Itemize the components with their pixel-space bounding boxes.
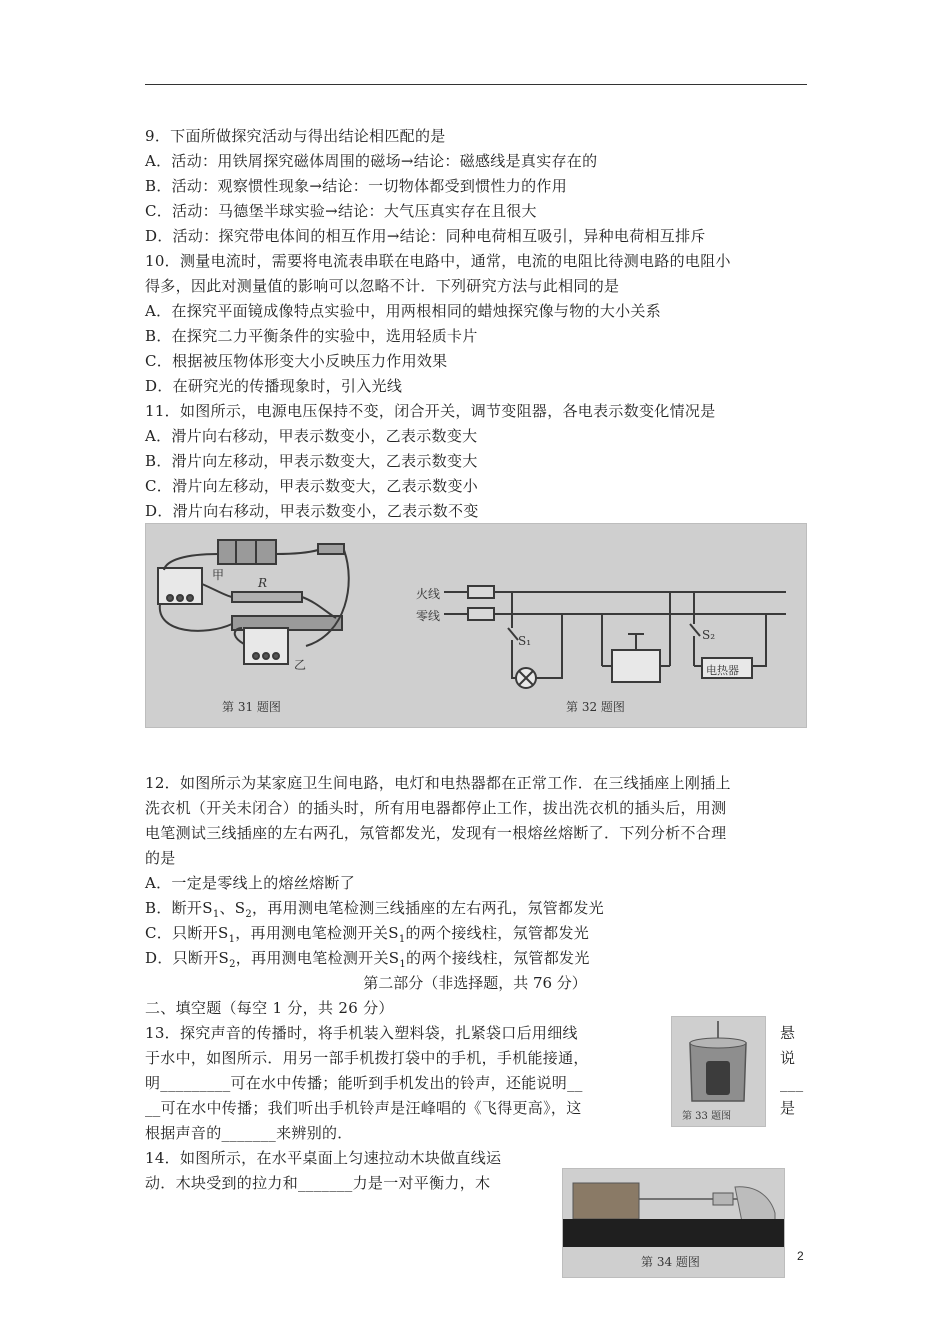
label-yi: 乙 xyxy=(294,658,307,672)
label-s1: S₁ xyxy=(518,634,532,648)
q13-line-1: 13．探究声音的传播时，将手机装入塑料袋，扎紧袋口后用细线 xyxy=(145,1024,578,1042)
q12-stem-line-2: 洗衣机（开关未闭合）的插头时，所有用电器都停止工作，拔出洗衣机的插头后，用测 xyxy=(145,799,727,817)
caption-figure-32: 第 32 题图 xyxy=(566,700,625,714)
switch-icon xyxy=(318,544,344,554)
page-number: 2 xyxy=(797,1249,804,1263)
q13-line-3-end: ___ xyxy=(780,1074,804,1092)
label-r: R xyxy=(258,576,268,590)
q13-line-1-end: 悬 xyxy=(780,1024,796,1042)
q11-stem: 11．如图所示，电源电压保持不变，闭合开关，调节变阻器，各电表示数变化情况是 xyxy=(145,402,716,420)
fuse-live-icon xyxy=(468,586,494,598)
resistor-r-icon xyxy=(232,592,302,602)
q12-option-a: A．一定是零线上的熔丝熔断了 xyxy=(145,874,356,892)
q11-option-b: B．滑片向左移动，甲表示数变大，乙表示数变大 xyxy=(145,452,478,470)
q11-option-a: A．滑片向右移动，甲表示数变小，乙表示数变大 xyxy=(145,427,478,445)
q12-option-c: C．只断开$S_1$，再用测电笔检测开关$S_1$的两个接线柱，氖管都发光 xyxy=(145,924,590,945)
q10-option-b: B．在探究二力平衡条件的实验中，选用轻质卡片 xyxy=(145,327,478,345)
q10-stem-line-1: 10．测量电流时，需要将电流表串联在电路中，通常，电流的电阻比待测电路的电阻小 xyxy=(145,252,731,270)
q11-option-c: C．滑片向左移动，甲表示数变大，乙表示数变小 xyxy=(145,477,479,495)
q9-stem: 9．下面所做探究活动与得出结论相匹配的是 xyxy=(145,127,446,145)
q14-line-2: 动．木块受到的拉力和_______力是一对平衡力，木 xyxy=(145,1174,491,1192)
label-neutral-wire: 零线 xyxy=(416,609,441,623)
figure-34-photo xyxy=(562,1168,785,1278)
circuit-figure-photo xyxy=(145,523,807,728)
q9-option-c: C．活动：马德堡半球实验→结论：大气压真实存在且很大 xyxy=(145,202,537,220)
part-two-title: 第二部分（非选择题，共 76 分） xyxy=(363,974,587,992)
circuit-diagrams xyxy=(146,524,806,727)
label-heater: 电热器 xyxy=(706,664,739,677)
label-s2: S₂ xyxy=(702,628,716,642)
switch-s1-icon xyxy=(508,628,518,640)
q13-line-4: __可在水中传播；我们听出手机铃声是汪峰唱的《飞得更高》，这 xyxy=(145,1099,582,1117)
q10-option-a: A．在探究平面镜成像特点实验中，用两根相同的蜡烛探究像与物的大小关系 xyxy=(145,302,662,320)
q13-line-5: 根据声音的_______来辨别的． xyxy=(145,1124,353,1142)
q13-line-2: 于水中，如图所示．用另一部手机拨打袋中的手机，手机能接通， xyxy=(145,1049,589,1067)
q12-stem-line-1: 12．如图所示为某家庭卫生间电路，电灯和电热器都在正常工作．在三线插座上刚插上 xyxy=(145,774,731,792)
figure-33-photo xyxy=(671,1016,766,1127)
label-live-wire: 火线 xyxy=(416,587,441,601)
caption-figure-34: 第 34 题图 xyxy=(641,1255,700,1269)
q9-option-d: D．活动：探究带电体间的相互作用→结论：同种电荷相互吸引，异种电荷相互排斥 xyxy=(145,227,706,245)
q9-option-b: B．活动：观察惯性现象→结论：一切物体都受到惯性力的作用 xyxy=(145,177,567,195)
q14-line-1: 14．如图所示，在水平桌面上匀速拉动木块做直线运 xyxy=(145,1149,502,1167)
label-jia: 甲 xyxy=(212,568,225,582)
q13-line-3: 明_________可在水中传播；能听到手机发出的铃声，还能说明__ xyxy=(145,1074,583,1092)
q9-option-a: A．活动：用铁屑探究磁体周围的磁场→结论：磁感线是真实存在的 xyxy=(145,152,598,170)
q13-line-4-end: 是 xyxy=(780,1099,796,1117)
q12-stem-line-3: 电笔测试三线插座的左右两孔，氖管都发光，发现有一根熔丝熔断了．下列分析不合理 xyxy=(145,824,727,842)
q11-option-d: D．滑片向右移动，甲表示数变小，乙表示数不变 xyxy=(145,502,479,520)
section-fill-in-blank: 二、填空题（每空 1 分，共 26 分） xyxy=(145,999,394,1017)
q10-option-d: D．在研究光的传播现象时，引入光线 xyxy=(145,377,403,395)
q13-line-2-end: 说 xyxy=(780,1049,796,1067)
battery-pack-icon xyxy=(218,540,276,564)
three-pin-socket-icon xyxy=(612,650,660,682)
fuse-neutral-icon xyxy=(468,608,494,620)
q12-option-d: D．只断开$S_2$，再用测电笔检测开关$S_1$的两个接线柱，氖管都发光 xyxy=(145,949,590,970)
q12-stem-line-4: 的是 xyxy=(145,849,176,867)
q10-option-c: C．根据被压物体形变大小反映压力作用效果 xyxy=(145,352,448,370)
q12-option-b: B．断开$S_1$、$S_2$，再用测电笔检测三线插座的左右两孔，氖管都发光 xyxy=(145,899,604,920)
header-rule xyxy=(145,84,807,85)
q10-stem-line-2: 得多，因此对测量值的影响可以忽略不计．下列研究方法与此相同的是 xyxy=(145,277,620,295)
caption-figure-33: 第 33 题图 xyxy=(682,1111,732,1122)
switch-s2-icon xyxy=(690,624,700,636)
caption-figure-31: 第 31 题图 xyxy=(222,700,281,714)
